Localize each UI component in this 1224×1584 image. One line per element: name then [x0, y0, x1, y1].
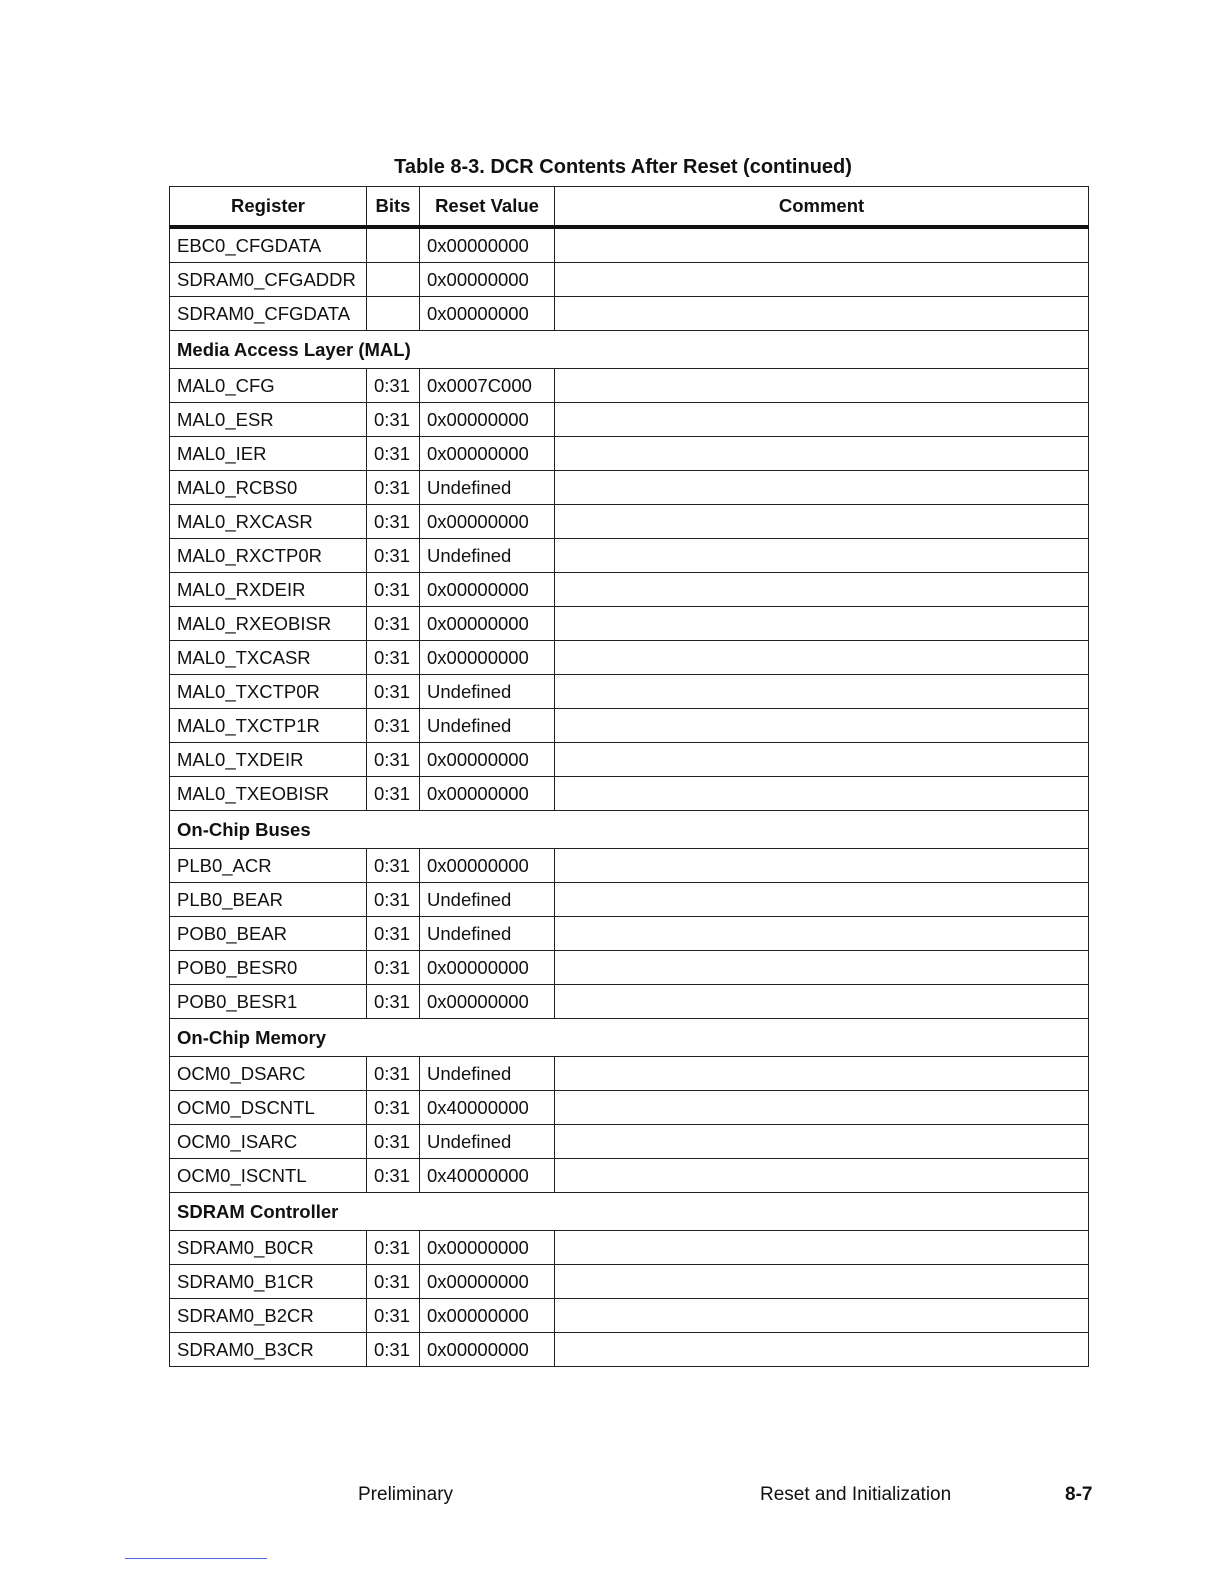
cell-comment: [555, 675, 1089, 709]
cell-bits: 0:31: [367, 883, 420, 917]
cell-comment: [555, 849, 1089, 883]
section-row: [170, 331, 1089, 369]
cell-register: MAL0_RXCASR: [170, 505, 367, 539]
cell-register: SDRAM0_B3CR: [170, 1333, 367, 1367]
cell-comment: [555, 403, 1089, 437]
cell-reset-value: Undefined: [420, 1125, 555, 1159]
cell-bits: 0:31: [367, 1231, 420, 1265]
cell-register: OCM0_ISCNTL: [170, 1159, 367, 1193]
cell-reset-value: 0x40000000: [420, 1159, 555, 1193]
cell-bits: [367, 297, 420, 331]
section-title: Media Access Layer (MAL): [170, 331, 1089, 369]
table-row: [170, 1265, 1089, 1299]
table-row: [170, 263, 1089, 297]
cell-register: POB0_BESR0: [170, 951, 367, 985]
cell-reset-value: 0x00000000: [420, 263, 555, 297]
cell-reset-value: 0x00000000: [420, 1231, 555, 1265]
cell-register: MAL0_TXEOBISR: [170, 777, 367, 811]
table-caption-text: Table 8-3. DCR Contents After Reset (continued): [394, 156, 852, 178]
cell-reset-value: 0x00000000: [420, 403, 555, 437]
cell-comment: [555, 1265, 1089, 1299]
cell-register: SDRAM0_CFGDATA: [170, 297, 367, 331]
cell-register: MAL0_RCBS0: [170, 471, 367, 505]
cell-bits: 0:31: [367, 1299, 420, 1333]
cell-comment: [555, 1299, 1089, 1333]
table-row: [170, 227, 1089, 263]
cell-bits: 0:31: [367, 1091, 420, 1125]
cell-comment: [555, 607, 1089, 641]
table-row: [170, 471, 1089, 505]
cell-register: MAL0_IER: [170, 437, 367, 471]
table-row: [170, 917, 1089, 951]
cell-register: MAL0_RXEOBISR: [170, 607, 367, 641]
cell-comment: [555, 1333, 1089, 1367]
section-row: [170, 1019, 1089, 1057]
cell-reset-value: Undefined: [420, 1057, 555, 1091]
cell-comment: [555, 505, 1089, 539]
section-title: On-Chip Buses: [170, 811, 1089, 849]
cell-bits: 0:31: [367, 777, 420, 811]
cell-bits: 0:31: [367, 1265, 420, 1299]
cell-register: MAL0_RXCTP0R: [170, 539, 367, 573]
table-row: [170, 675, 1089, 709]
table-row: [170, 1333, 1089, 1367]
table-row: [170, 849, 1089, 883]
cell-bits: 0:31: [367, 437, 420, 471]
cell-reset-value: Undefined: [420, 471, 555, 505]
header-register: Register: [170, 187, 367, 228]
cell-reset-value: 0x00000000: [420, 641, 555, 675]
cell-reset-value: Undefined: [420, 675, 555, 709]
cell-bits: 0:31: [367, 539, 420, 573]
cell-reset-value: 0x00000000: [420, 951, 555, 985]
cell-reset-value: 0x00000000: [420, 985, 555, 1019]
cell-register: POB0_BESR1: [170, 985, 367, 1019]
cell-register: PLB0_ACR: [170, 849, 367, 883]
cell-comment: [555, 1159, 1089, 1193]
section-title: On-Chip Memory: [170, 1019, 1089, 1057]
cell-register: MAL0_TXCTP1R: [170, 709, 367, 743]
table-row: [170, 985, 1089, 1019]
cell-comment: [555, 1125, 1089, 1159]
cell-comment: [555, 369, 1089, 403]
table-row: [170, 437, 1089, 471]
cell-bits: 0:31: [367, 641, 420, 675]
cell-bits: 0:31: [367, 917, 420, 951]
table-row: [170, 1057, 1089, 1091]
table-row: [170, 951, 1089, 985]
cell-bits: 0:31: [367, 369, 420, 403]
cell-register: SDRAM0_B0CR: [170, 1231, 367, 1265]
cell-register: MAL0_TXCASR: [170, 641, 367, 675]
header-reset-value: Reset Value: [420, 187, 555, 228]
cell-reset-value: Undefined: [420, 917, 555, 951]
cell-register: OCM0_DSCNTL: [170, 1091, 367, 1125]
cell-reset-value: 0x00000000: [420, 607, 555, 641]
cell-comment: [555, 883, 1089, 917]
table-row: [170, 539, 1089, 573]
cell-reset-value: Undefined: [420, 883, 555, 917]
cell-reset-value: 0x00000000: [420, 849, 555, 883]
cell-bits: 0:31: [367, 1333, 420, 1367]
cell-comment: [555, 1231, 1089, 1265]
table-row: [170, 709, 1089, 743]
table-body: [170, 227, 1089, 1367]
header-row: [170, 187, 1089, 228]
cell-bits: [367, 263, 420, 297]
table-caption: [0, 156, 1224, 179]
cell-reset-value: 0x00000000: [420, 1299, 555, 1333]
cell-register: MAL0_TXDEIR: [170, 743, 367, 777]
table-row: [170, 641, 1089, 675]
cell-bits: 0:31: [367, 951, 420, 985]
cell-bits: 0:31: [367, 471, 420, 505]
section-row: [170, 811, 1089, 849]
cell-comment: [555, 263, 1089, 297]
footer-page-number: 8-7: [1065, 1484, 1093, 1505]
cell-reset-value: 0x00000000: [420, 743, 555, 777]
cell-comment: [555, 951, 1089, 985]
dcr-table: [169, 186, 1089, 1367]
cell-register: POB0_BEAR: [170, 917, 367, 951]
table-row: [170, 573, 1089, 607]
cell-bits: 0:31: [367, 985, 420, 1019]
bottom-rule: [125, 1558, 267, 1559]
cell-register: MAL0_RXDEIR: [170, 573, 367, 607]
header-comment: Comment: [555, 187, 1089, 228]
cell-bits: 0:31: [367, 607, 420, 641]
cell-comment: [555, 743, 1089, 777]
cell-register: EBC0_CFGDATA: [170, 227, 367, 263]
table-row: [170, 607, 1089, 641]
cell-comment: [555, 917, 1089, 951]
cell-register: SDRAM0_CFGADDR: [170, 263, 367, 297]
cell-reset-value: 0x0007C000: [420, 369, 555, 403]
cell-bits: 0:31: [367, 403, 420, 437]
table-row: [170, 883, 1089, 917]
table-row: [170, 369, 1089, 403]
cell-bits: 0:31: [367, 1057, 420, 1091]
cell-comment: [555, 641, 1089, 675]
cell-comment: [555, 471, 1089, 505]
table-row: [170, 1125, 1089, 1159]
table-row: [170, 297, 1089, 331]
cell-bits: [367, 227, 420, 263]
cell-reset-value: 0x00000000: [420, 1333, 555, 1367]
cell-comment: [555, 297, 1089, 331]
table-row: [170, 505, 1089, 539]
cell-register: SDRAM0_B2CR: [170, 1299, 367, 1333]
cell-reset-value: 0x00000000: [420, 505, 555, 539]
cell-bits: 0:31: [367, 1159, 420, 1193]
cell-comment: [555, 227, 1089, 263]
table-row: [170, 743, 1089, 777]
section-row: [170, 1193, 1089, 1231]
cell-reset-value: 0x00000000: [420, 297, 555, 331]
cell-reset-value: 0x00000000: [420, 227, 555, 263]
cell-register: MAL0_CFG: [170, 369, 367, 403]
cell-register: OCM0_ISARC: [170, 1125, 367, 1159]
cell-bits: 0:31: [367, 743, 420, 777]
cell-reset-value: 0x00000000: [420, 437, 555, 471]
table-row: [170, 1091, 1089, 1125]
cell-comment: [555, 437, 1089, 471]
cell-reset-value: 0x00000000: [420, 777, 555, 811]
table-row: [170, 1231, 1089, 1265]
footer-section-title: Reset and Initialization: [760, 1484, 952, 1505]
cell-register: MAL0_TXCTP0R: [170, 675, 367, 709]
header-bits: Bits: [367, 187, 420, 228]
cell-comment: [555, 539, 1089, 573]
cell-reset-value: 0x00000000: [420, 573, 555, 607]
cell-register: MAL0_ESR: [170, 403, 367, 437]
footer-preliminary: Preliminary: [358, 1484, 454, 1505]
cell-comment: [555, 985, 1089, 1019]
cell-register: PLB0_BEAR: [170, 883, 367, 917]
table-row: [170, 403, 1089, 437]
table-row: [170, 1299, 1089, 1333]
cell-register: SDRAM0_B1CR: [170, 1265, 367, 1299]
section-title: SDRAM Controller: [170, 1193, 1089, 1231]
cell-comment: [555, 1057, 1089, 1091]
table-row: [170, 1159, 1089, 1193]
cell-reset-value: Undefined: [420, 539, 555, 573]
table-row: [170, 777, 1089, 811]
table-header: [170, 187, 1089, 228]
cell-bits: 0:31: [367, 849, 420, 883]
cell-register: OCM0_DSARC: [170, 1057, 367, 1091]
cell-reset-value: 0x00000000: [420, 1265, 555, 1299]
cell-bits: 0:31: [367, 675, 420, 709]
cell-comment: [555, 777, 1089, 811]
cell-bits: 0:31: [367, 1125, 420, 1159]
cell-comment: [555, 1091, 1089, 1125]
cell-reset-value: 0x40000000: [420, 1091, 555, 1125]
cell-reset-value: Undefined: [420, 709, 555, 743]
cell-comment: [555, 709, 1089, 743]
cell-bits: 0:31: [367, 505, 420, 539]
cell-bits: 0:31: [367, 573, 420, 607]
cell-bits: 0:31: [367, 709, 420, 743]
cell-comment: [555, 573, 1089, 607]
